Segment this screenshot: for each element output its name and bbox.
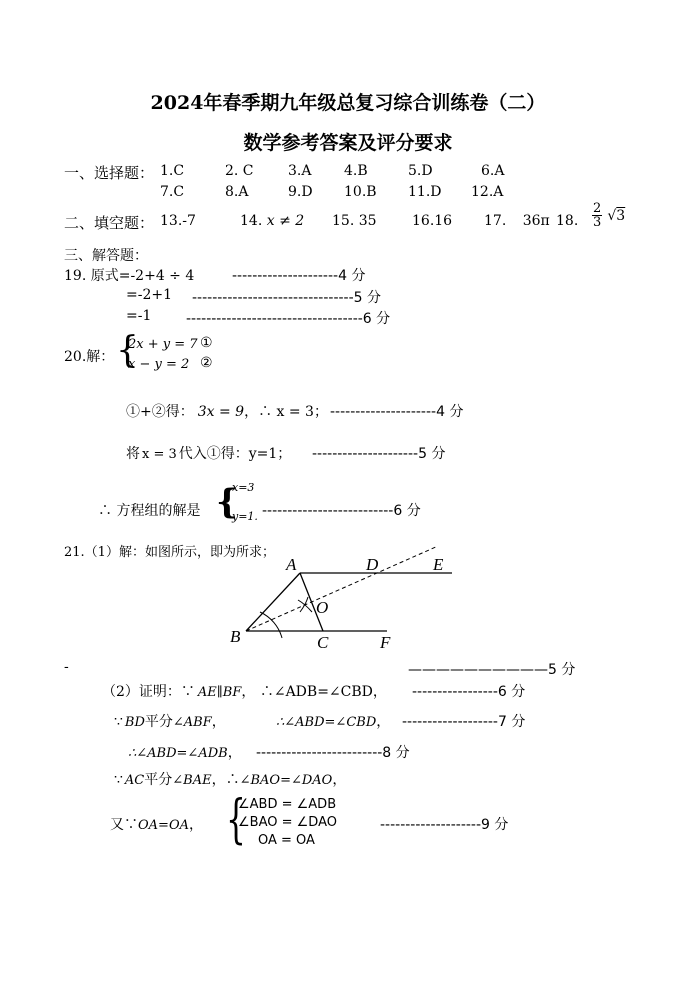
score-dash: ---------------------4 分 <box>330 404 464 420</box>
score-dash: -------------------7 分 <box>402 714 526 730</box>
q21-proof-line: ∴∠ABD=∠CBD， <box>276 714 391 730</box>
fill-expr: x ≠ 2 <box>266 213 305 229</box>
solve-label: 三、解答题： <box>64 248 148 264</box>
point-label: B <box>230 627 241 646</box>
document-subtitle: 数学参考答案及评分要求 <box>243 132 453 154</box>
equation-mark: ① <box>200 335 213 351</box>
equation: x − y = 2 <box>128 357 190 372</box>
q19-line: =-2+1 <box>126 287 173 303</box>
system-brace: { <box>226 790 246 850</box>
choice-answer: 6.A <box>481 163 505 179</box>
bisector-bd <box>246 546 438 631</box>
score-dash: ---------------------5 分 <box>312 446 446 462</box>
q20-step: 将 x = 3 代入①得：y=1； <box>126 446 292 462</box>
score-dash: -----------------6 分 <box>412 684 526 700</box>
q21-proof-line: ∵ AC平分∠BAE，∴∠BAO=∠DAO， <box>114 772 347 788</box>
system-line: ∠ABD = ∠ADB <box>238 797 337 812</box>
q20-label: 20.解： <box>64 349 115 365</box>
fill-fraction-expr <box>592 202 625 229</box>
point-label: O <box>316 598 329 617</box>
score-dash: --------------------------6 分 <box>262 503 421 519</box>
fill-answer: 15. 35 <box>332 213 377 229</box>
q21-proof-line: 又∵OA=OA， <box>110 817 203 833</box>
construction-arc <box>298 600 312 612</box>
score-dash: ---------------------4 分 <box>232 268 366 284</box>
choice-answer: 1.C <box>160 163 185 179</box>
choice-answer: 9.D <box>288 184 313 200</box>
fill-answer: 17. 36π <box>484 213 550 229</box>
equation: 2x + y = 7 <box>128 337 198 352</box>
left-dash: - <box>64 659 69 675</box>
fill-answer: 18. <box>556 213 579 229</box>
point-label: E <box>433 555 444 574</box>
geometry-figure <box>220 540 460 655</box>
fill-answer: 14. x ≠ 2 <box>240 213 305 229</box>
solution-x: x=3 <box>232 481 255 494</box>
choice-answer: 10.B <box>344 184 377 200</box>
score-dash: ——————————5 分 <box>408 662 576 678</box>
system-line: ∠BAO = ∠DAO <box>238 815 337 830</box>
system-brace: { <box>116 330 139 371</box>
q21-proof-line: ∵ BD平分∠ABF， <box>114 714 226 730</box>
choice-answer: 7.C <box>160 184 185 200</box>
segment-ab <box>246 573 300 631</box>
score-dash: --------------------------------5 分 <box>192 290 382 306</box>
point-label: A <box>286 555 297 574</box>
score-dash: --------------------9 分 <box>380 817 509 833</box>
equation-mark: ② <box>200 355 213 371</box>
q21-proof-line: （2）证明：∵ AE∥BF， ∴∠ADB=∠CBD， <box>102 684 387 700</box>
point-label: C <box>317 633 329 652</box>
score-dash: -----------------------------------6 分 <box>186 311 391 327</box>
choice-answer: 3.A <box>288 163 312 179</box>
system-line: OA = OA <box>258 833 315 848</box>
choice-answer: 8.A <box>225 184 249 200</box>
sqrt-expr: √3 <box>607 208 626 224</box>
choice-label: 一、选择题： <box>64 164 155 182</box>
choice-answer: 5.D <box>408 163 433 179</box>
point-label: F <box>380 633 391 652</box>
document-title: 2024年春季期九年级总复习综合训练卷（二） <box>150 92 546 114</box>
q20-step: ∴ 方程组的解是 <box>98 503 201 519</box>
solution-brace: { <box>216 482 238 522</box>
construction-arc <box>260 612 282 638</box>
fill-answer: 13.-7 <box>160 213 196 229</box>
q19-line: 19. 原式=-2+4 ÷ 4 <box>64 268 195 284</box>
score-dash: -------------------------8 分 <box>256 745 410 761</box>
q21-part1: 21.（1）解：如图所示，即为所求； <box>64 545 275 560</box>
choice-answer: 2. C <box>225 163 254 179</box>
choice-answer: 12.A <box>471 184 504 200</box>
fill-label: 二、填空题： <box>64 214 155 232</box>
q20-step: ①+②得： 3x = 9，∴ x = 3； <box>126 404 328 420</box>
point-label: D <box>366 555 379 574</box>
choice-answer: 4.B <box>344 163 368 179</box>
q19-line: =-1 <box>126 308 152 324</box>
fraction: $\frac{2}{3}$ <box>593 201 602 230</box>
q21-proof-line: ∴∠ABD=∠ADB， <box>128 745 242 761</box>
fill-expr: 36π <box>522 213 550 229</box>
fill-answer: 16.16 <box>412 213 453 229</box>
choice-answer: 11.D <box>408 184 442 200</box>
solution-y: y=1. <box>232 510 258 523</box>
